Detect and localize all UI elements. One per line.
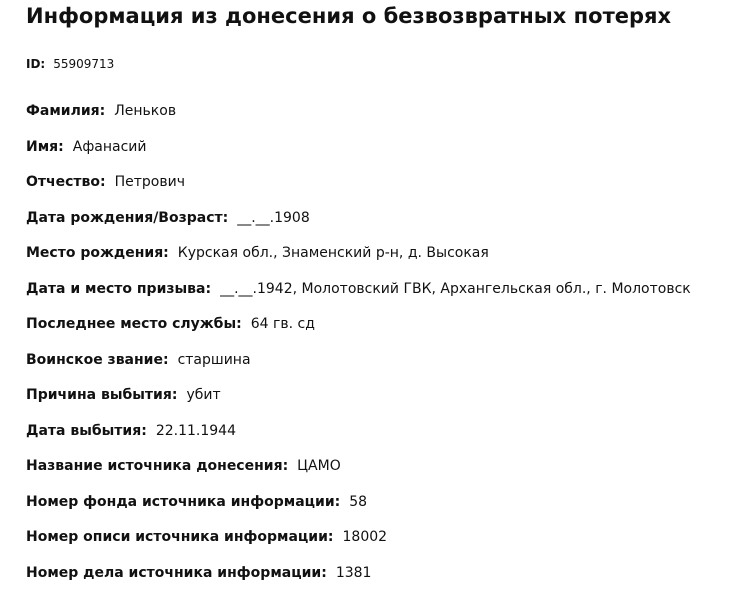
field-label: Фамилия:: [26, 103, 105, 119]
field-value: 22.11.1944: [156, 423, 236, 439]
field-source-name: [26, 458, 691, 494]
field-rank: [26, 352, 691, 388]
record-id-label: ID:: [26, 57, 45, 71]
field-value: 58: [349, 494, 367, 510]
field-value: Петрович: [115, 174, 185, 190]
field-label: Номер дела источника информации:: [26, 565, 327, 581]
field-birth-date: [26, 210, 691, 246]
field-label: Дата рождения/Возраст:: [26, 210, 228, 226]
field-value: __.__.1942, Молотовский ГВК, Архангельская обл., г. Молотовск: [220, 281, 691, 297]
field-label: Причина выбытия:: [26, 387, 177, 403]
field-label: Дата и место призыва:: [26, 281, 211, 297]
field-value: Афанасий: [73, 139, 147, 155]
field-label: Имя:: [26, 139, 64, 155]
field-value: Курская обл., Знаменский р-н, д. Высокая: [178, 245, 489, 261]
field-value: убит: [186, 387, 220, 403]
field-label: Номер фонда источника информации:: [26, 494, 340, 510]
field-value: старшина: [178, 352, 251, 368]
field-value: 64 гв. сд: [251, 316, 315, 332]
record-id-value: 55909713: [53, 57, 114, 71]
field-birth-place: [26, 245, 691, 281]
field-value: 18002: [343, 529, 388, 545]
field-first-name: [26, 139, 691, 175]
field-label: Дата выбытия:: [26, 423, 147, 439]
field-value: __.__.1908: [237, 210, 310, 226]
field-value: Леньков: [114, 103, 176, 119]
field-label: Номер описи источника информации:: [26, 529, 334, 545]
field-patronymic: [26, 174, 691, 210]
field-last-unit: [26, 316, 691, 352]
field-value: 1381: [336, 565, 372, 581]
field-reason: [26, 387, 691, 423]
field-label: Воинское звание:: [26, 352, 169, 368]
field-loss-date: [26, 423, 691, 459]
field-label: Название источника донесения:: [26, 458, 288, 474]
record-fields: [26, 103, 691, 600]
field-conscription: [26, 281, 691, 317]
field-fond-number: [26, 494, 691, 530]
field-label: Место рождения:: [26, 245, 169, 261]
field-surname: [26, 103, 691, 139]
field-label: Отчество:: [26, 174, 106, 190]
page-title: Информация из донесения о безвозвратных потерях: [26, 4, 671, 28]
record-id: [26, 57, 114, 71]
field-value: ЦАМО: [297, 458, 341, 474]
field-label: Последнее место службы:: [26, 316, 242, 332]
field-inventory-number: [26, 529, 691, 565]
